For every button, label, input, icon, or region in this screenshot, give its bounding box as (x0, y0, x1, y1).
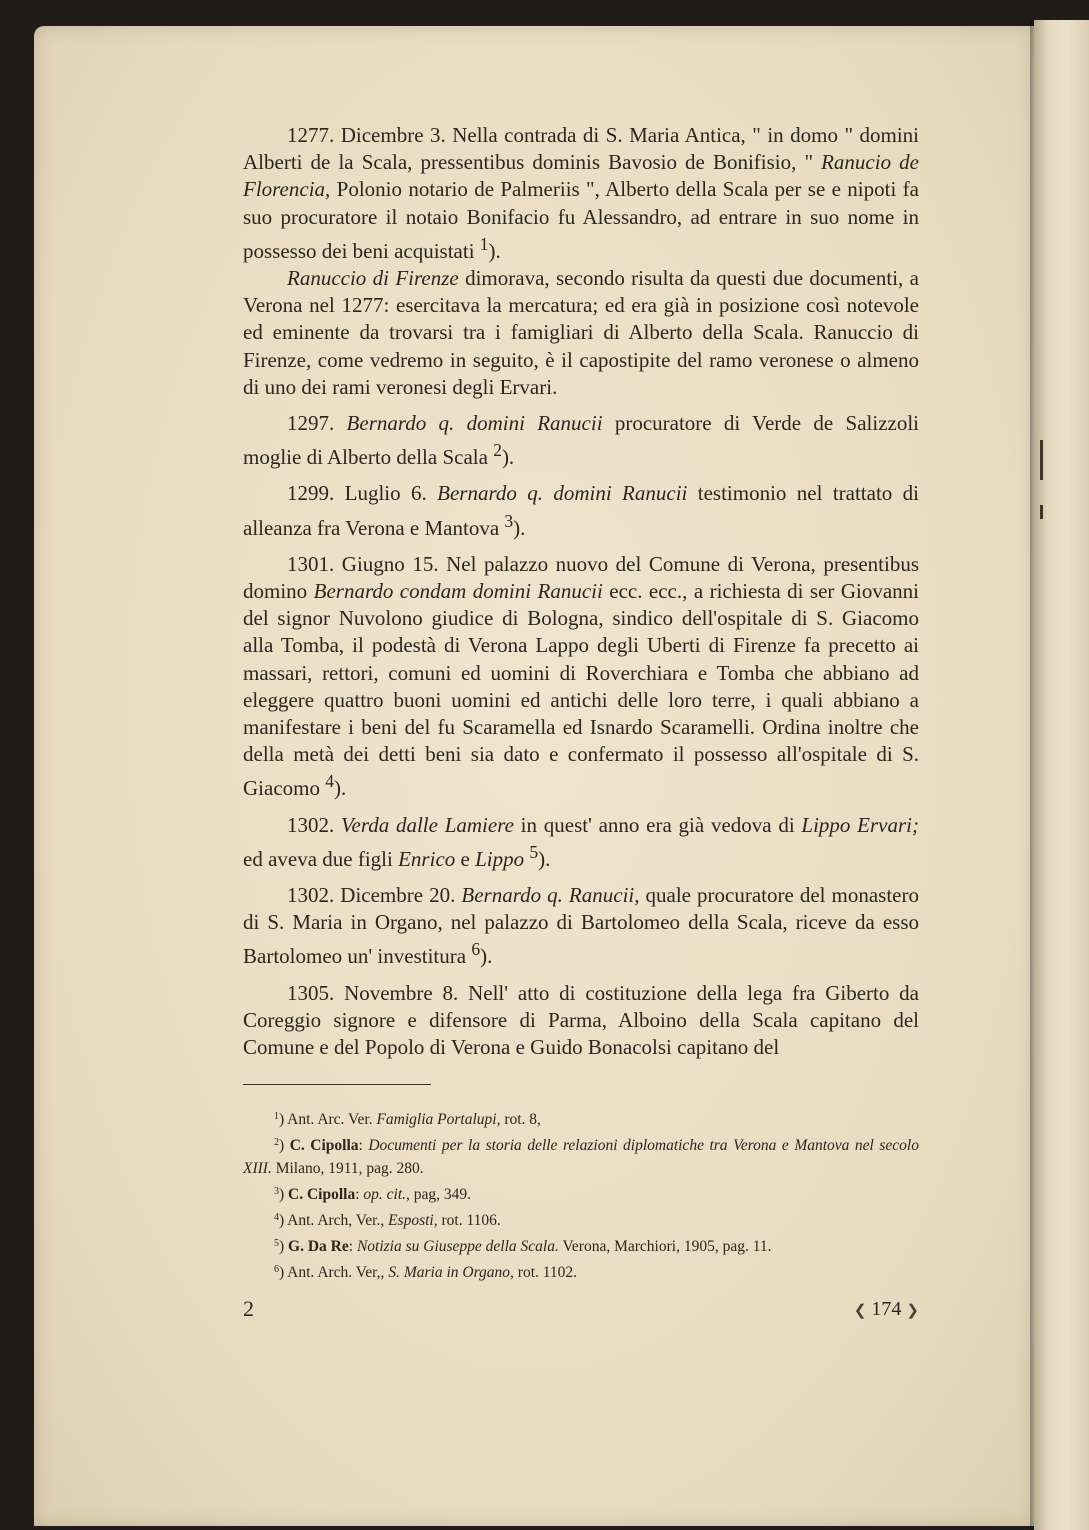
paragraph (243, 980, 919, 1062)
text-run: rot. 8, (500, 1111, 541, 1128)
footnote-number: 3 (274, 1186, 279, 1197)
text-run: 1302. (287, 812, 341, 837)
footnote-ref: 2 (493, 440, 502, 461)
footnote-ref: 4 (325, 771, 334, 792)
signature-mark: 2 (243, 1296, 254, 1321)
text-run: 1305. Novembre 8. Nell' atto di costituzione della lega fra Giberto da Coreggio signore e difensore di Parma, Alboino della Scala capitano del Comune e del Popolo di Verona e Guido Bonacolsi capitano del (243, 980, 919, 1060)
text-run: ) (279, 1238, 289, 1255)
next-page-edge (1034, 20, 1089, 1530)
text-run: ) (279, 1186, 289, 1203)
footnote-ref: 1 (479, 233, 489, 254)
text-run: quale procuratore del monastero di S. Maria in Organo, nel palazzo di Bartolomeo della Scala, riceve da esso Bartolomeo un' investitura (243, 883, 919, 969)
footnote-ref: 3 (504, 510, 514, 531)
author-name: C. Cipolla (289, 1137, 359, 1154)
paragraph (243, 410, 919, 471)
italic-text: Ranuccio di Firenze (287, 266, 459, 291)
italic-text: Enrico (398, 846, 456, 871)
text-run: ) Ant. Arc. Ver. (279, 1111, 377, 1128)
italic-text: Bernardo q. Ranucii, (461, 883, 640, 908)
text-run: ). (480, 944, 493, 969)
text-run: ) Ant. Arch, Ver., (279, 1212, 389, 1229)
text-run: ). (488, 238, 501, 263)
text-run: ). (538, 846, 551, 871)
footnote (243, 1232, 919, 1258)
text-run: 1301. Giugno 15. Nel palazzo nuovo del Comune di Verona, presentibus domino (243, 551, 919, 604)
ornament-right-icon: ❯ (906, 1303, 919, 1319)
page-edge-mark (1040, 440, 1043, 480)
footnote-separator (243, 1084, 431, 1085)
text-run: 1302. Dicembre 20. (287, 883, 462, 908)
text-run: ). (501, 445, 515, 470)
footnote-number: 1 (274, 1111, 279, 1122)
text-run: e (455, 846, 476, 871)
text-run: procuratore di Verde de Salizzoli moglie di Alberto della Scala (243, 411, 920, 470)
paragraph (243, 551, 919, 803)
footnote (243, 1105, 919, 1131)
ornament-left-icon: ❮ (853, 1303, 867, 1319)
text-run: in quest' anno era già vedova di (513, 812, 802, 837)
text-run: Polonio notario de Palmeriis ", Alberto della Scala per se e nipoti fa suo procuratore il notaio Bonifacio fu Alessandro, ad entrare in suo nome in possesso dei beni acquistati (243, 177, 919, 263)
author-name: C. Cipolla (288, 1186, 356, 1203)
page-edge-mark (1040, 505, 1043, 519)
text-run: : (348, 1238, 357, 1255)
text-run: dimorava, secondo risulta da questi due documenti, a Verona nel 1277: esercitava la mercatura; ed era già in posizione così notevole ed eminente da trovarsi tra i famigliari di Alberto della Scala. Ranuccio di Firenze, come vedremo in seguito, è il capostipite del ramo veronese o almeno di uno dei rami veronesi degli Ervari. (243, 266, 919, 399)
paragraph (243, 812, 919, 873)
text-run: Milano, 1911, pag. 280. (271, 1160, 424, 1177)
text-run: rot. 1102. (513, 1264, 578, 1281)
footnote-ref: 6 (471, 939, 481, 960)
paragraph (243, 265, 919, 401)
paragraph (243, 882, 919, 971)
italic-text: Documenti per la storia delle relazioni diplomatiche tra Verona e Mantova nel secolo XIII. (243, 1137, 919, 1177)
italic-text: Lippo (475, 846, 525, 871)
italic-text: Esposti, (388, 1212, 438, 1229)
footnote (243, 1131, 919, 1180)
italic-text: Lippo Ervari; (801, 812, 920, 837)
text-run: ). (513, 515, 526, 540)
text-run: 1277. Dicembre 3. Nella contrada di S. Maria Antica, " in domo " domini Alberti de la Scala, pressentibus dominis Bavosio de Bonifisio, " (243, 123, 919, 175)
text-run: pag, 349. (409, 1186, 472, 1203)
footnote (243, 1180, 919, 1206)
text-run: 1299. Luglio 6. (287, 481, 438, 506)
text-run: ) (279, 1137, 290, 1154)
footnote-number: 5 (274, 1238, 279, 1249)
italic-text: Verda dalle Lamiere (341, 812, 514, 837)
italic-text: Bernardo q. domini Ranucii (437, 481, 688, 506)
text-run: : (355, 1186, 364, 1203)
footnote-number: 4 (274, 1212, 279, 1223)
italic-text: Bernardo q. domini Ranucii (346, 411, 603, 436)
page-number: 174 (871, 1298, 902, 1320)
italic-text: Ranucio de Florencia, (243, 150, 919, 202)
footnote-ref: 5 (529, 841, 539, 862)
footnote (243, 1206, 919, 1232)
text-run: : (358, 1137, 369, 1154)
italic-text: Bernardo condam domini Ranucii (313, 579, 603, 604)
paragraph (243, 480, 919, 541)
italic-text: Famiglia Portalupi, (376, 1111, 501, 1128)
footnote-number: 6 (274, 1264, 279, 1275)
text-run: testimonio nel trattato di alleanza fra Verona e Mantova (243, 481, 919, 540)
text-run: rot. 1106. (437, 1212, 501, 1229)
italic-text: op. cit., (363, 1186, 410, 1203)
text-run: ). (333, 776, 347, 801)
italic-text: S. Maria in Organo, (388, 1264, 514, 1281)
italic-text: Notizia su Giuseppe della Scala. (356, 1238, 559, 1255)
author-name: G. Da Re (288, 1238, 349, 1255)
paragraph (243, 122, 919, 265)
footnotes (243, 1105, 919, 1284)
footnote (243, 1258, 919, 1284)
text-run: ) Ant. Arch. Ver,, (279, 1264, 389, 1281)
text-run: Verona, Marchiori, 1905, pag. 11. (558, 1238, 772, 1255)
main-text (243, 122, 919, 1061)
text-run: 1297. (287, 411, 347, 436)
text-run: ed aveva due figli (243, 846, 399, 871)
text-run: ecc. ecc., a richiesta di ser Giovanni del signor Nuvolono giudice di Bologna, sindico dell'ospitale di S. Giacomo alla Tomba, il podestà di Verona Lappo degli Uberti di Firenze fa precetto ai massari, rettori, comuni ed uomini di Roverchiara e Tomba che abbiano ad eleggere quattro buoni uomini ed antichi delle loro terre, i quali abbiano a manifestare i beni del fu Scaramella ed Isnardo Scaramelli. Ordina inoltre che della metà dei detti beni sia dato e confermato il possesso all'ospitale di S. Giacomo (243, 579, 920, 801)
footnote-number: 2 (274, 1137, 279, 1148)
page-number-block (835, 1298, 919, 1321)
